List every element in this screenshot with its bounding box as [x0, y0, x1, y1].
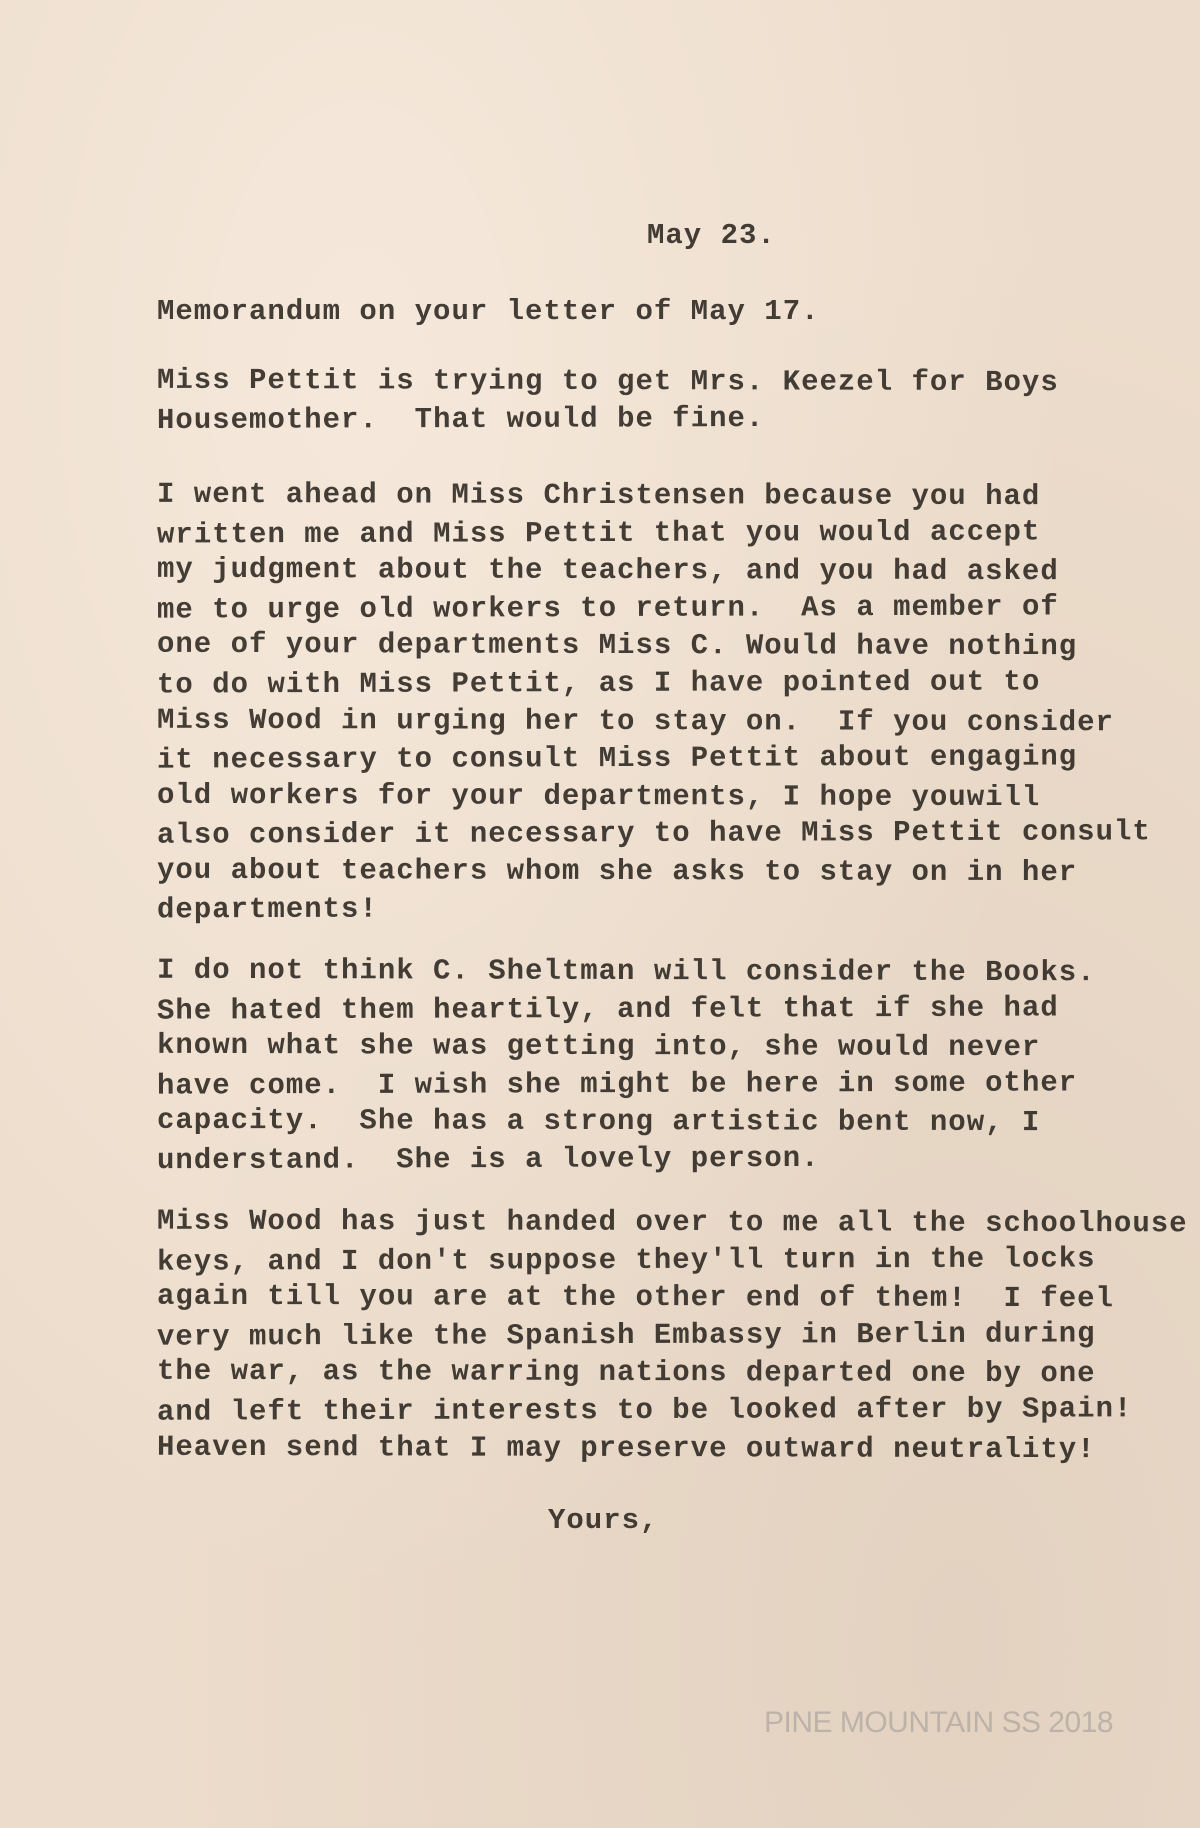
letter-line: departments! [156, 892, 378, 926]
letter-line: again till you are at the other end of them! I feel [156, 1279, 1114, 1316]
letter-line: She hated them heartily, and felt that if she had [156, 991, 1059, 1028]
letter-line: Housemother. That would be fine. [156, 401, 765, 437]
letter-line: Miss Pettit is trying to get Mrs. Keezel for Boys [156, 363, 1059, 400]
letter-line: known what she was getting into, she would never [156, 1029, 1041, 1065]
letter-line: Heaven send that I may preserve outward neutrality! [156, 1430, 1096, 1466]
letter-line: have come. I wish she might be here in some other [156, 1066, 1078, 1103]
letter-line: you about teachers whom she asks to stay on in her [156, 853, 1078, 890]
letter-line: to do with Miss Pettit, as I have pointed out to [156, 665, 1041, 702]
letter-line: I do not think C. Sheltman will consider the Books. [156, 953, 1096, 990]
letter-subject: Memorandum on your letter of May 17. [157, 295, 820, 328]
letter-line: understand. She is a lovely person. [156, 1141, 820, 1178]
watermark: PINE MOUNTAIN SS 2018 [764, 1706, 1114, 1739]
letter-line: capacity. She has a strong artistic bent now, I [156, 1104, 1041, 1140]
letter-line: one of your departments Miss C. Would have nothing [156, 628, 1078, 664]
letter-closing: Yours, [548, 1504, 659, 1537]
letter-line: Miss Wood has just handed over to me all the schoolhouse [156, 1204, 1188, 1241]
letter-line: it necessary to consult Miss Pettit about engaging [156, 740, 1078, 777]
letter-line: Miss Wood in urging her to stay on. If you consider [156, 703, 1114, 739]
letter-line: keys, and I don't suppose they'll turn in the locks [156, 1241, 1096, 1279]
letter-line: very much like the Spanish Embassy in Berlin during [156, 1317, 1096, 1354]
letter-line: I went ahead on Miss Christensen because you had [156, 477, 1041, 514]
letter-line: written me and Miss Pettit that you would accept [156, 515, 1041, 552]
letter-line: my judgment about the teachers, and you had asked [156, 553, 1059, 589]
letter-line: also consider it necessary to have Miss Pettit consult [156, 815, 1151, 853]
letter-line: old workers for your departments, I hope youwill [156, 778, 1041, 814]
letter-line: me to urge old workers to return. As a member of [156, 590, 1059, 627]
letter-line: and left their interests to be looked after by Spain! [156, 1392, 1133, 1429]
letter-date: May 23. [647, 219, 776, 252]
letter-line: the war, as the warring nations departed one by one [156, 1355, 1096, 1391]
